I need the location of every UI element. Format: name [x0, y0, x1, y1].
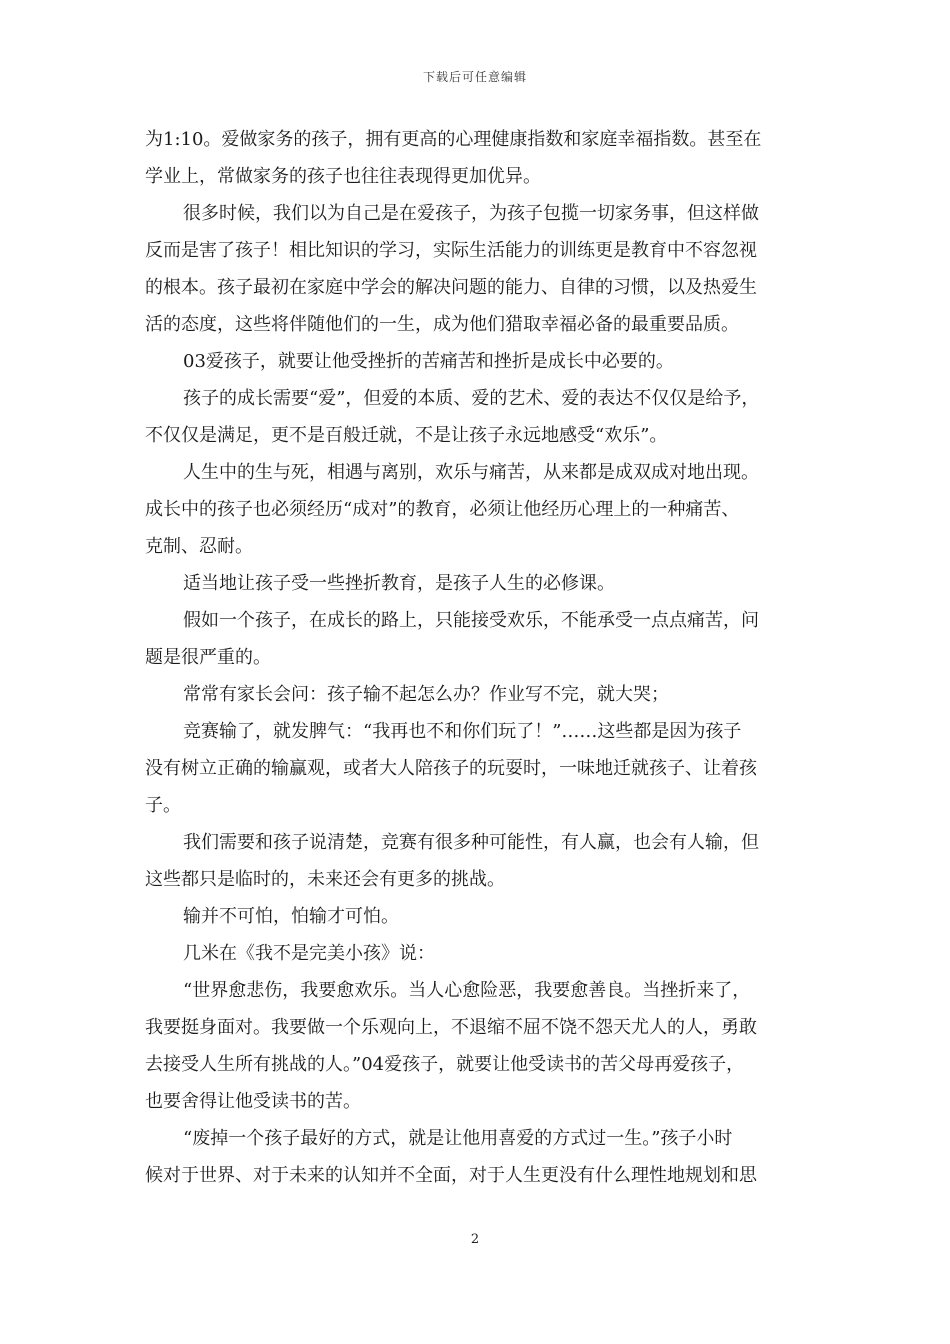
text-line: 我要挺身面对。我要做一个乐观向上，不退缩不屈不饶不怨天尤人的人，勇敢: [145, 1017, 757, 1038]
page-header: 下载后可任意编辑: [422, 70, 527, 84]
text-line: 竞赛输了，就发脾气：“我再也不和你们玩了！”……这些都是因为孩子: [183, 721, 742, 742]
text-line: 成长中的孩子也必须经历“成对”的教育，必须让他经历心理上的一种痛苦、: [145, 499, 740, 520]
text-line: 反而是害了孩子！相比知识的学习，实际生活能力的训练更是教育中不容忽视: [145, 240, 757, 261]
text-line: 几米在《我不是完美小孩》说：: [183, 943, 435, 964]
text-line: 去接受人生所有挑战的人。”04爱孩子，就要让他受读书的苦父母再爱孩子，: [145, 1054, 745, 1075]
text-line: 没有树立正确的输赢观，或者大人陪孩子的玩耍时，一味地迁就孩子、让着孩: [145, 758, 757, 779]
text-line: 的根本。孩子最初在家庭中学会的解决问题的能力、自律的习惯，以及热爱生: [145, 277, 757, 298]
text-line: 我们需要和孩子说清楚，竞赛有很多种可能性，有人赢，也会有人输，但: [183, 832, 759, 853]
text-line: 克制、忍耐。: [145, 536, 253, 557]
text-line: 假如一个孩子，在成长的路上，只能接受欢乐，不能承受一点点痛苦，问: [183, 610, 759, 631]
text-line: 适当地让孩子受一些挫折教育，是孩子人生的必修课。: [183, 573, 615, 594]
text-line: 这些都只是临时的，未来还会有更多的挑战。: [145, 869, 505, 890]
document-body: [145, 121, 807, 1194]
text-line: 人生中的生与死，相遇与离别，欢乐与痛苦，从来都是成双成对地出现。: [183, 462, 759, 483]
text-line: 候对于世界、对于未来的认知并不全面，对于人生更没有什么理性地规划和思: [145, 1165, 757, 1186]
text-line: 子。: [145, 795, 181, 816]
text-line: 题是很严重的。: [145, 647, 271, 668]
text-line: 孩子的成长需要“爱”，但爱的本质、爱的艺术、爱的表达不仅仅是给予，: [183, 388, 760, 409]
text-line: 为1:10。爱做家务的孩子，拥有更高的心理健康指数和家庭幸福指数。甚至在: [145, 129, 762, 150]
text-line: 不仅仅是满足，更不是百般迁就，不是让孩子永远地感受“欢乐”。: [145, 425, 668, 446]
text-line: 输并不可怕，怕输才可怕。: [183, 906, 399, 927]
page-number: 2: [470, 1232, 480, 1247]
text-line: 学业上，常做家务的孩子也往往表现得更加优异。: [145, 166, 541, 187]
text-line: “废掉一个孩子最好的方式，就是让他用喜爱的方式过一生。”孩子小时: [183, 1128, 733, 1149]
text-line: 常常有家长会问：孩子输不起怎么办？作业写不完，就大哭；: [183, 684, 669, 705]
text-line: 也要舍得让他受读书的苦。: [145, 1091, 361, 1112]
text-line: 活的态度，这些将伴随他们的一生，成为他们猎取幸福必备的最重要品质。: [145, 314, 739, 335]
text-line: 03爱孩子，就要让他受挫折的苦痛苦和挫折是成长中必要的。: [183, 351, 674, 372]
text-line: 很多时候，我们以为自己是在爱孩子，为孩子包揽一切家务事，但这样做: [183, 203, 759, 224]
text-line: “世界愈悲伤，我要愈欢乐。当人心愈险恶，我要愈善良。当挫折来了，: [183, 980, 751, 1001]
